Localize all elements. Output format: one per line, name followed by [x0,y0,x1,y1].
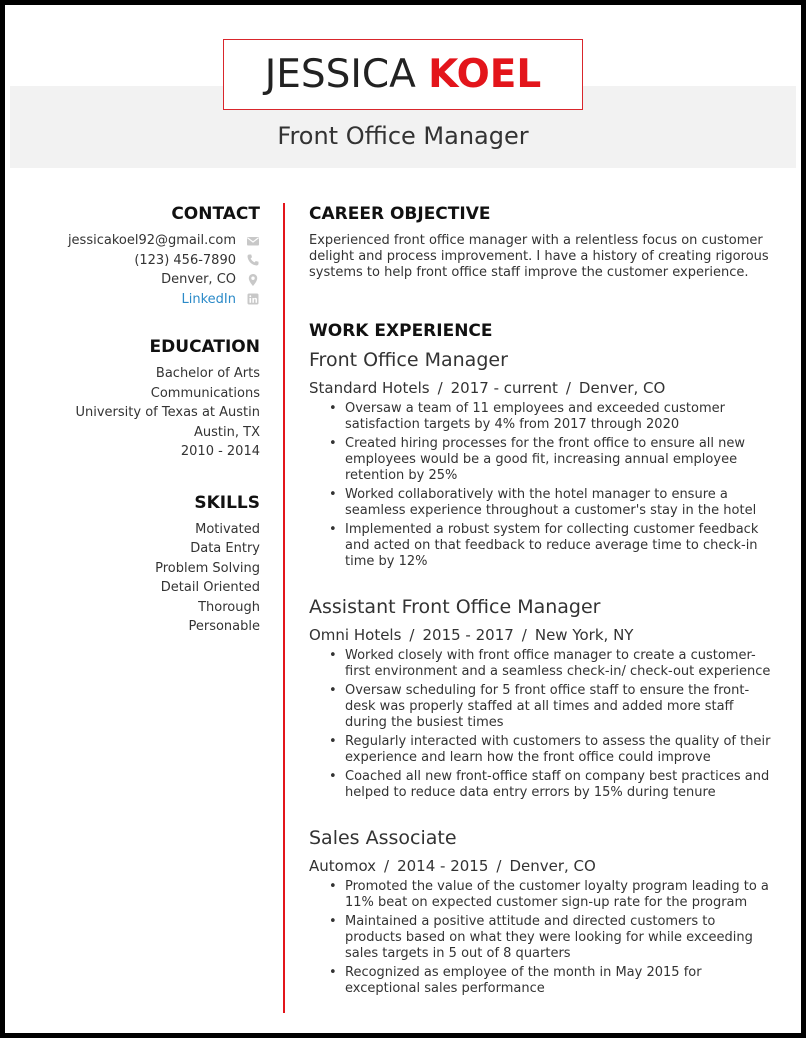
job-role: Assistant Front Office Manager [309,596,601,618]
meta-separator: / [565,379,571,397]
phone-text: (123) 456-7890 [134,252,236,268]
skill-item: Thorough [198,599,260,615]
experience-heading: WORK EXPERIENCE [309,321,493,341]
contact-email [40,231,260,251]
skill-item: Personable [188,619,260,634]
job-location: New York, NY [534,626,634,644]
bullet-item: • Promoted the value of the customer loyalty program leading to a 11% beat on expected customer sign-up rate for the program [329,879,774,911]
skills-list [40,520,260,637]
education-line: 2010 - 2014 [180,444,260,459]
education-line: Bachelor of Arts [155,366,260,381]
job-bullets [309,648,774,801]
bullet-item: • Oversaw scheduling for 5 front office staff to ensure the front-desk was properly staffed at all times and added more staff during the busiest times [329,683,774,731]
bullet-item: • Oversaw a team of 11 employees and exceeded customer satisfaction targets by 4% from 2017 through 2020 [329,401,774,433]
contact-linkedin [40,290,260,310]
job-company: Standard Hotels [309,379,430,397]
job-meta [309,378,774,398]
job-meta [309,625,774,645]
meta-separator: / [437,379,443,397]
bullet-item: • Regularly interacted with customers to assess the quality of their experience and learn how the front office could improve [329,734,774,766]
job-bullets [309,401,774,570]
location-text: Denver, CO [161,272,236,287]
job-company: Automox [309,857,377,875]
education-list [40,364,260,462]
column-divider [283,203,285,1013]
job-company: Omni Hotels [309,626,402,644]
bullet-item: • Coached all new front-office staff on company best practices and helped to reduce data entry errors by 15% during tenure [329,769,774,801]
job-role: Front Office Manager [309,349,508,371]
job-location: Denver, CO [578,379,666,397]
job-meta [309,856,774,876]
job-location: Denver, CO [509,857,596,875]
contact-location [40,270,260,290]
linkedin-link[interactable]: LinkedIn [181,291,236,307]
job-entry [309,826,774,997]
skill-item: Detail Oriented [160,580,260,595]
job-bullets [309,879,774,997]
job-dates: 2015 - 2017 [422,626,514,644]
bullet-item: • Created hiring processes for the front office to ensure all new employees would be a good fit, increasing annual employee retention by 25% [329,436,774,484]
skill-item: Data Entry [190,541,260,556]
first-name: JESSICA [264,52,416,97]
objective-heading: CAREER OBJECTIVE [309,204,491,224]
job-dates: 2017 - current [450,379,558,397]
meta-separator: / [496,857,502,875]
last-name: KOEL [428,52,542,97]
experience-list [309,348,774,997]
phone-icon [246,253,260,267]
linkedin-icon [246,292,260,306]
bullet-item: • Worked collaboratively with the hotel manager to ensure a seamless experience throughout a customer's stay in the hotel [329,487,774,519]
job-role: Sales Associate [309,827,457,849]
name-box [223,39,583,110]
skill-item: Motivated [195,521,260,537]
objective-text: Experienced front office manager with a relentless focus on customer delight and process improvement. I have a history of creating rigorous systems to help front office staff improve the customer experience. [309,233,769,280]
job-entry [309,348,774,570]
skill-item: Problem Solving [155,560,260,576]
bullet-item: • Worked closely with front office manager to create a customer-first environment and a seamless check-in/ check-out experience [329,648,774,680]
skills-heading: SKILLS [194,492,260,513]
left-column [40,203,260,637]
envelope-icon [246,234,260,248]
bullet-item: • Maintained a positive attitude and directed customers to products based on what they were looking for while exceeding sales targets in 5 out of 8 quarters [329,914,774,962]
map-pin-icon [246,273,260,287]
candidate-name [224,40,582,109]
meta-separator: / [521,626,527,644]
meta-separator: / [409,626,415,644]
bullet-item: • Implemented a robust system for collecting customer feedback and acted on that feedback to reduce average time to check-in time by 12% [329,522,774,570]
education-line: Communications [150,385,260,401]
right-column [309,203,774,1000]
job-title: Front Office Manager [277,122,529,150]
education-line: University of Texas at Austin [75,405,260,420]
job-dates: 2014 - 2015 [397,857,489,875]
meta-separator: / [384,857,390,875]
contact-heading: CONTACT [171,204,260,224]
contact-phone [40,251,260,271]
bullet-item: • Recognized as employee of the month in May 2015 for exceptional sales performance [329,965,774,997]
education-line: Austin, TX [194,424,260,440]
email-text[interactable]: jessicakoel92@gmail.com [67,233,236,248]
job-entry [309,595,774,801]
education-heading: EDUCATION [149,337,260,357]
